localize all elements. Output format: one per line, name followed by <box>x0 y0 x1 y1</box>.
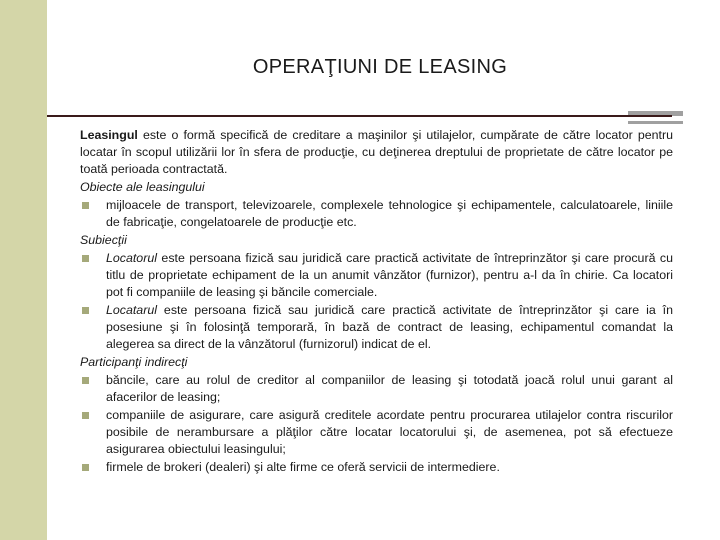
section-heading-objects: Obiecte ale leasingului <box>80 180 205 194</box>
bullet-square-icon <box>82 377 89 384</box>
list-item-text: este persoana fizică sau juridică care practică activitate de întreprinzător şi care ia în posesiune şi în folosinţă temporară, în bază de contract de leasing, echipamentul comandat la alegerea sa direct de la vânzătorul (furnizorul) indicat de el. <box>106 303 673 351</box>
list-item-text: companiile de asigurare, care asigură creditele acordate pentru procurarea utilajelor contra riscurilor posibile de nerambursare a plăţilor către locatar locatorului şi, de asemenea, pot să efectueze asigurarea obiectului leasingului; <box>106 408 673 456</box>
intro-term: Leasingul <box>80 128 138 142</box>
bullet-square-icon <box>82 464 89 471</box>
section-heading-subjects: Subiecţii <box>80 233 127 247</box>
slide-body <box>80 127 673 476</box>
list-item-text: firmele de brokeri (dealeri) şi alte firme ce oferă servicii de intermediere. <box>106 460 500 474</box>
side-band <box>0 0 47 540</box>
list-item <box>80 459 673 476</box>
slide-title: OPERAŢIUNI DE LEASING <box>252 56 508 78</box>
list-item <box>80 302 673 353</box>
title-rule <box>47 115 672 117</box>
bullet-square-icon <box>82 255 89 262</box>
title-rule-accent-lower <box>628 121 683 124</box>
list-item <box>80 197 673 231</box>
list-item <box>80 407 673 458</box>
list-item-term: Locatorul <box>106 251 157 265</box>
bullet-square-icon <box>82 202 89 209</box>
intro-paragraph <box>80 127 673 178</box>
list-item-text: mijloacele de transport, televizoarele, complexele tehnologice şi echipamentele, calculatoarele, liniile de fabricaţie, congelatoarele de producţie etc. <box>106 198 673 229</box>
list-item-text: băncile, care au rolul de creditor al companiilor de leasing şi totodată joacă rolul unui garant al afacerilor de leasing; <box>106 373 673 404</box>
intro-text: este o formă specifică de creditare a maşinilor şi utilajelor, cumpărate de către locator pentru locatar în scopul utilizării lor în sfera de producţie, cu deţinerea dreptului de proprietate de către locator pe toată perioada contractată. <box>80 128 673 176</box>
bullet-square-icon <box>82 412 89 419</box>
list-item-term: Locatarul <box>106 303 157 317</box>
bullet-square-icon <box>82 307 89 314</box>
list-item-text: este persoana fizică sau juridică care practică activitate de întreprinzător şi care procură cu titlu de proprietate echipament de la un anumit vânzător (furnizor), pentru a-l da în chirie. Ca locatori pot fi companiile de leasing şi băncile comerciale. <box>106 251 673 299</box>
list-item <box>80 372 673 406</box>
section-heading-indirect-participants: Participanţi indirecţi <box>80 355 188 369</box>
list-item <box>80 250 673 301</box>
